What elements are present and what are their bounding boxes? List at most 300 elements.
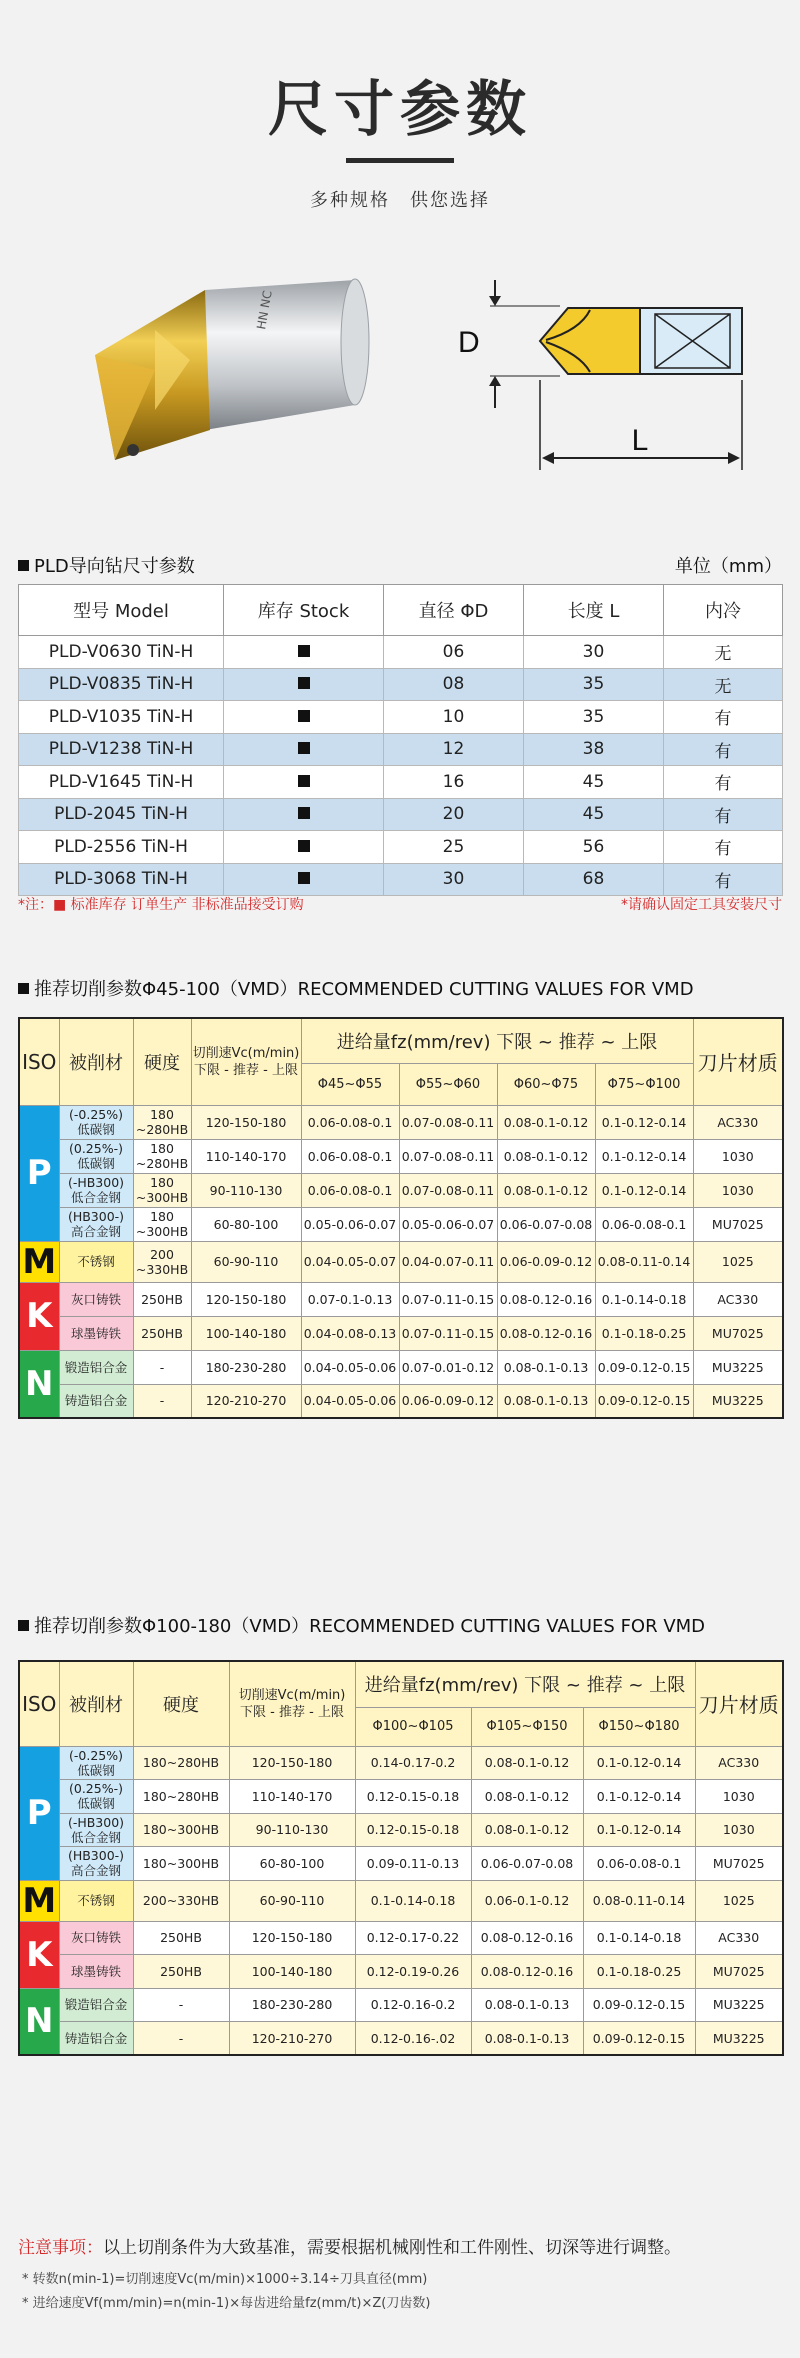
feed-cell: 0.09-0.11-0.13	[355, 1847, 471, 1881]
square-bullet-icon	[18, 983, 29, 994]
length-cell: 45	[524, 766, 664, 799]
material-cell	[59, 1241, 133, 1282]
h-range-1: Φ45~Φ55	[301, 1063, 399, 1105]
feed-cell: 0.12-0.16-.02	[355, 2022, 471, 2056]
feed-cell: 0.08-0.1-0.12	[497, 1139, 595, 1173]
table-row	[19, 798, 783, 831]
diameter-cell: 20	[384, 798, 524, 831]
cooling-cell: 有	[664, 701, 783, 734]
feed-cell: 0.1-0.12-0.14	[595, 1105, 693, 1139]
stock-cell	[224, 863, 384, 896]
blade-cell: MU7025	[693, 1207, 783, 1241]
feed-cell: 0.1-0.14-0.18	[355, 1880, 471, 1921]
material-cell	[59, 1384, 133, 1418]
material-line1: 不锈钢	[77, 1254, 115, 1269]
hardness-line2: ~330HB	[135, 1261, 189, 1277]
blade-cell: MU7025	[695, 1955, 783, 1989]
cutting1-section-title: 推荐切削参数Φ45-100（VMD）RECOMMENDED CUTTING VALUES FOR VMD	[18, 975, 694, 1001]
material-line2: 低合金钢	[70, 1190, 121, 1205]
speed-cell: 90-110-130	[191, 1173, 301, 1207]
diameter-cell: 12	[384, 733, 524, 766]
spec-table-header	[19, 585, 783, 636]
feed-cell: 0.08-0.11-0.14	[583, 1880, 695, 1921]
cutting2-section-title: 推荐切削参数Φ100-180（VMD）RECOMMENDED CUTTING VALUES FOR VMD	[18, 1612, 705, 1638]
material-line1: (HB300-)	[67, 1848, 125, 1864]
feed-cell: 0.08-0.1-0.13	[471, 1988, 583, 2022]
arrow-up-icon	[489, 376, 501, 386]
hardness-value: 180~280HB	[142, 1788, 220, 1804]
h-iso: ISO	[19, 1018, 59, 1105]
blade-cell: 1025	[693, 1241, 783, 1282]
feed-cell: 0.08-0.11-0.14	[595, 1241, 693, 1282]
table-row	[19, 1813, 783, 1847]
iso-group-M: M	[19, 1880, 59, 1921]
h-blade: 刀片材质	[695, 1661, 783, 1746]
blade-cell: MU3225	[693, 1350, 783, 1384]
model-cell: PLD-V0835 TiN-H	[19, 668, 224, 701]
stock-square-icon	[298, 775, 310, 787]
cooling-cell: 有	[664, 766, 783, 799]
speed-cell: 110-140-170	[229, 1780, 355, 1814]
spec-section-title: PLD导向钻尺寸参数	[18, 552, 195, 578]
material-line1: 铸造铝合金	[64, 2030, 128, 2046]
material-cell	[59, 1207, 133, 1241]
feed-cell: 0.08-0.1-0.13	[471, 2022, 583, 2056]
hardness-line1: 250HB	[141, 1325, 183, 1341]
hardness-line1: 180	[150, 1175, 174, 1190]
feed-cell: 0.06-0.08-0.1	[301, 1139, 399, 1173]
material-cell	[59, 1282, 133, 1316]
feed-cell: 0.1-0.12-0.14	[595, 1139, 693, 1173]
material-line1: 铸造铝合金	[64, 1393, 128, 1409]
feed-cell: 0.12-0.16-0.2	[355, 1988, 471, 2022]
table-row	[19, 2022, 783, 2056]
hardness-line1: 200	[150, 1246, 174, 1262]
stock-square-icon	[298, 840, 310, 852]
feed-cell: 0.06-0.08-0.1	[301, 1105, 399, 1139]
material-cell	[59, 1921, 133, 1955]
table-row	[19, 1847, 783, 1881]
stock-cell	[224, 701, 384, 734]
hardness-line1: 250HB	[141, 1291, 183, 1307]
stock-square-icon	[298, 645, 310, 657]
cooling-cell: 无	[664, 668, 783, 701]
table-row	[19, 1207, 783, 1241]
hardness-cell	[133, 1746, 229, 1780]
stock-cell	[224, 798, 384, 831]
feed-cell: 0.07-0.08-0.11	[399, 1173, 497, 1207]
hardness-value: 180~280HB	[142, 1755, 220, 1771]
blade-cell: MU3225	[695, 2022, 783, 2056]
col-model: 型号 Model	[19, 585, 224, 636]
hardness-cell	[133, 1105, 191, 1139]
speed-cell: 60-90-110	[191, 1241, 301, 1282]
h-material: 被削材	[59, 1661, 133, 1746]
speed-cell: 180-230-280	[229, 1988, 355, 2022]
feed-cell: 0.06-0.1-0.12	[471, 1880, 583, 1921]
table-row	[19, 1241, 783, 1282]
hardness-cell	[133, 1139, 191, 1173]
table-row	[19, 1173, 783, 1207]
length-cell: 35	[524, 701, 664, 734]
hardness-line1: 180	[150, 1141, 174, 1156]
blade-cell: 1030	[695, 1780, 783, 1814]
iso-group-M: M	[19, 1241, 59, 1282]
blade-cell: 1030	[693, 1173, 783, 1207]
feed-cell: 0.12-0.17-0.22	[355, 1921, 471, 1955]
feed-cell: 0.1-0.18-0.25	[583, 1955, 695, 1989]
caution-note: 注意事项：以上切削条件为大致基准，需要根据机械刚性和工件刚性、切深等进行调整。	[18, 2238, 681, 2258]
blade-cell: MU3225	[693, 1384, 783, 1418]
material-line1: 灰口铸铁	[70, 1930, 121, 1946]
table-row	[19, 1780, 783, 1814]
material-cell	[59, 1350, 133, 1384]
hardness-line2: ~300HB	[135, 1224, 189, 1239]
hardness-cell	[133, 1847, 229, 1881]
spec-note-left: *注：■ 标准库存 订单生产 非标准品接受订购	[18, 897, 304, 913]
material-cell	[59, 1955, 133, 1989]
cooling-cell: 有	[664, 831, 783, 864]
model-cell: PLD-V1238 TiN-H	[19, 733, 224, 766]
col-cooling: 内冷	[664, 585, 783, 636]
table-row	[19, 1746, 783, 1780]
iso-group-P: P	[19, 1746, 59, 1880]
hardness-cell	[133, 1207, 191, 1241]
hardness-cell	[133, 1988, 229, 2022]
material-cell	[59, 1780, 133, 1814]
model-cell: PLD-3068 TiN-H	[19, 863, 224, 896]
hardness-cell	[133, 1880, 229, 1921]
length-cell: 35	[524, 668, 664, 701]
speed-cell: 120-150-180	[191, 1105, 301, 1139]
length-cell: 68	[524, 863, 664, 896]
hardness-cell	[133, 1780, 229, 1814]
material-line1: (0.25%-)	[69, 1141, 123, 1156]
iso-group-K: K	[19, 1921, 59, 1988]
table-row	[19, 1921, 783, 1955]
material-line2: 低碳钢	[77, 1156, 115, 1171]
drill-engraving: HN NC	[254, 289, 275, 331]
feed-cell: 0.09-0.12-0.15	[583, 1988, 695, 2022]
table-row	[19, 1880, 783, 1921]
diameter-cell: 30	[384, 863, 524, 896]
stock-square-icon	[298, 677, 310, 689]
material-cell	[59, 1847, 133, 1881]
feed-cell: 0.08-0.12-0.16	[471, 1955, 583, 1989]
feed-cell: 0.04-0.07-0.11	[399, 1241, 497, 1282]
material-line2: 低合金钢	[70, 1829, 121, 1845]
table-row	[19, 1316, 783, 1350]
feed-cell: 0.08-0.1-0.12	[471, 1780, 583, 1814]
model-cell: PLD-2045 TiN-H	[19, 798, 224, 831]
iso-group-N: N	[19, 1988, 59, 2055]
table-row	[19, 1139, 783, 1173]
feed-cell: 0.05-0.06-0.07	[399, 1207, 497, 1241]
speed-cell: 60-90-110	[229, 1880, 355, 1921]
feed-cell: 0.04-0.08-0.13	[301, 1316, 399, 1350]
hardness-cell	[133, 1282, 191, 1316]
feed-cell: 0.06-0.07-0.08	[471, 1847, 583, 1881]
blade-cell: 1030	[695, 1813, 783, 1847]
hardness-line1: -	[159, 1393, 165, 1409]
hardness-value: 250HB	[160, 1930, 202, 1946]
hardness-cell	[133, 2022, 229, 2056]
material-line1: 球墨铸铁	[70, 1963, 121, 1979]
hardness-line1: -	[159, 1359, 165, 1375]
material-cell	[59, 1988, 133, 2022]
h-hardness: 硬度	[133, 1018, 191, 1105]
hardness-cell	[133, 1241, 191, 1282]
model-cell: PLD-V1645 TiN-H	[19, 766, 224, 799]
square-bullet-icon	[18, 1620, 29, 1631]
length-cell: 56	[524, 831, 664, 864]
col-stock: 库存 Stock	[224, 585, 384, 636]
material-line1: (-0.25%)	[69, 1107, 123, 1122]
hardness-cell	[133, 1350, 191, 1384]
dimension-diagram	[440, 270, 760, 495]
arrow-down-icon	[489, 296, 501, 306]
hardness-value: -	[178, 2030, 184, 2046]
table-row	[19, 1350, 783, 1384]
blade-cell: AC330	[695, 1921, 783, 1955]
hardness-line2: ~280HB	[135, 1156, 189, 1171]
arrow-right-icon	[728, 452, 740, 464]
h-range-4: Φ75~Φ100	[595, 1063, 693, 1105]
hardness-line1: 180	[150, 1107, 174, 1122]
title-underline	[346, 158, 454, 163]
h-speed: 切削速Vc(m/min) 下限 - 推荐 - 上限	[229, 1661, 355, 1746]
speed-cell: 110-140-170	[191, 1139, 301, 1173]
speed-cell: 100-140-180	[229, 1955, 355, 1989]
unit-label: 单位（mm）	[674, 556, 782, 577]
blade-cell: AC330	[693, 1105, 783, 1139]
diameter-cell: 08	[384, 668, 524, 701]
model-cell: PLD-V1035 TiN-H	[19, 701, 224, 734]
spec-table	[18, 584, 783, 896]
arrow-left-icon	[542, 452, 554, 464]
feed-cell: 0.08-0.12-0.16	[497, 1316, 595, 1350]
feed-cell: 0.08-0.12-0.16	[497, 1282, 595, 1316]
material-line1: 不锈钢	[77, 1893, 115, 1908]
material-line1: 灰口铸铁	[70, 1291, 121, 1307]
speed-cell: 120-210-270	[191, 1384, 301, 1418]
blade-cell: MU7025	[695, 1847, 783, 1881]
h-material: 被削材	[59, 1018, 133, 1105]
stock-square-icon	[298, 807, 310, 819]
speed-cell: 120-210-270	[229, 2022, 355, 2056]
material-line1: 锻造铝合金	[64, 1359, 128, 1375]
blade-cell: MU7025	[693, 1316, 783, 1350]
model-cell: PLD-V0630 TiN-H	[19, 636, 224, 669]
hardness-line1: 180	[150, 1209, 174, 1224]
feed-cell: 0.09-0.12-0.15	[583, 2022, 695, 2056]
hero-section	[0, 0, 800, 545]
diameter-cell: 06	[384, 636, 524, 669]
feed-cell: 0.04-0.05-0.06	[301, 1384, 399, 1418]
stock-cell	[224, 636, 384, 669]
label-l: L	[631, 424, 649, 457]
iso-group-N: N	[19, 1350, 59, 1418]
hardness-cell	[133, 1921, 229, 1955]
table-row	[19, 766, 783, 799]
blade-cell: 1030	[693, 1139, 783, 1173]
feed-cell: 0.1-0.12-0.14	[583, 1780, 695, 1814]
feed-cell: 0.1-0.12-0.14	[583, 1813, 695, 1847]
h-iso: ISO	[19, 1661, 59, 1746]
table-row	[19, 1988, 783, 2022]
material-cell	[59, 1173, 133, 1207]
speed-cell: 120-150-180	[229, 1746, 355, 1780]
coolant-hole-icon	[127, 444, 139, 456]
material-cell	[59, 1105, 133, 1139]
col-diameter: 直径 ΦD	[384, 585, 524, 636]
material-line1: (-HB300)	[67, 1175, 125, 1190]
hardness-cell	[133, 1813, 229, 1847]
cutting-table-1	[18, 1017, 784, 1419]
speed-cell: 120-150-180	[191, 1282, 301, 1316]
feed-cell: 0.06-0.09-0.12	[497, 1241, 595, 1282]
hardness-cell	[133, 1384, 191, 1418]
h-blade: 刀片材质	[693, 1018, 783, 1105]
feed-cell: 0.07-0.11-0.15	[399, 1282, 497, 1316]
table-row	[19, 1282, 783, 1316]
feed-cell: 0.08-0.1-0.13	[497, 1350, 595, 1384]
speed-cell: 90-110-130	[229, 1813, 355, 1847]
material-line2: 低碳钢	[77, 1762, 115, 1778]
page-title: 尺寸参数	[268, 75, 532, 145]
material-cell	[59, 1746, 133, 1780]
hardness-line2: ~300HB	[135, 1190, 189, 1205]
speed-cell: 100-140-180	[191, 1316, 301, 1350]
col-length: 长度 L	[524, 585, 664, 636]
blade-cell: MU3225	[695, 1988, 783, 2022]
h-speed: 切削速Vc(m/min) 下限 - 推荐 - 上限	[191, 1018, 301, 1105]
material-line1: (0.25%-)	[69, 1781, 123, 1797]
material-line1: (-HB300)	[67, 1814, 125, 1830]
hardness-value: 180~300HB	[142, 1822, 220, 1838]
feed-cell: 0.06-0.08-0.1	[583, 1847, 695, 1881]
length-cell: 38	[524, 733, 664, 766]
hardness-value: -	[178, 1997, 184, 2013]
material-line1: 锻造铝合金	[64, 1997, 128, 2013]
drill-product-image	[55, 260, 375, 500]
material-line2: 高合金钢	[70, 1224, 121, 1239]
cutting-table-2	[18, 1660, 784, 2056]
cooling-cell: 无	[664, 636, 783, 669]
speed-cell: 120-150-180	[229, 1921, 355, 1955]
spec-note-right: *请确认固定工具安装尺寸	[621, 897, 782, 913]
material-cell	[59, 1316, 133, 1350]
hardness-value: 180~300HB	[142, 1855, 220, 1871]
feed-cell: 0.09-0.12-0.15	[595, 1350, 693, 1384]
diameter-cell: 10	[384, 701, 524, 734]
feed-cell: 0.1-0.14-0.18	[583, 1921, 695, 1955]
label-d: D	[458, 326, 480, 359]
table-row	[19, 1955, 783, 1989]
blade-cell: AC330	[695, 1746, 783, 1780]
table-row	[19, 701, 783, 734]
length-cell: 45	[524, 798, 664, 831]
cooling-cell: 有	[664, 798, 783, 831]
material-line1: (-0.25%)	[69, 1747, 123, 1763]
material-cell	[59, 2022, 133, 2056]
stock-cell	[224, 831, 384, 864]
hardness-line2: ~280HB	[135, 1122, 189, 1137]
h-range-3: Φ60~Φ75	[497, 1063, 595, 1105]
table-row	[19, 831, 783, 864]
feed-cell: 0.08-0.1-0.12	[471, 1746, 583, 1780]
feed-cell: 0.06-0.09-0.12	[399, 1384, 497, 1418]
material-line1: 球墨铸铁	[70, 1325, 121, 1341]
drill-shank-end	[341, 279, 369, 405]
material-cell	[59, 1139, 133, 1173]
speed-cell: 180-230-280	[191, 1350, 301, 1384]
stock-square-icon	[298, 742, 310, 754]
blade-cell: AC330	[693, 1282, 783, 1316]
feed-cell: 0.12-0.15-0.18	[355, 1813, 471, 1847]
iso-group-K: K	[19, 1282, 59, 1350]
length-cell: 30	[524, 636, 664, 669]
h-range-2: Φ105~Φ150	[471, 1707, 583, 1746]
feed-cell: 0.12-0.15-0.18	[355, 1780, 471, 1814]
feed-cell: 0.08-0.1-0.12	[497, 1105, 595, 1139]
material-cell	[59, 1813, 133, 1847]
feed-cell: 0.12-0.19-0.26	[355, 1955, 471, 1989]
feed-cell: 0.08-0.1-0.12	[497, 1173, 595, 1207]
h-hardness: 硬度	[133, 1661, 229, 1746]
feed-cell: 0.08-0.12-0.16	[471, 1921, 583, 1955]
square-bullet-icon	[18, 560, 29, 571]
h-range-2: Φ55~Φ60	[399, 1063, 497, 1105]
stock-square-icon	[298, 710, 310, 722]
drill-shank	[205, 280, 364, 430]
table-row	[19, 1105, 783, 1139]
diagram-drill-head	[540, 308, 640, 374]
feed-cell: 0.1-0.12-0.14	[595, 1173, 693, 1207]
feed-cell: 0.06-0.08-0.1	[301, 1173, 399, 1207]
material-line1: (HB300-)	[67, 1209, 125, 1224]
feed-cell: 0.14-0.17-0.2	[355, 1746, 471, 1780]
table-row	[19, 668, 783, 701]
formula-rpm: * 转数n(min-1)=切削速度Vc(m/min)×1000÷3.14÷刀具直径(mm)	[22, 2272, 428, 2287]
speed-cell: 60-80-100	[191, 1207, 301, 1241]
material-cell	[59, 1880, 133, 1921]
h-range-3: Φ150~Φ180	[583, 1707, 695, 1746]
feed-cell: 0.08-0.1-0.13	[497, 1384, 595, 1418]
feed-cell: 0.08-0.1-0.12	[471, 1813, 583, 1847]
h-feed: 进给量fz(mm/rev) 下限 ~ 推荐 ~ 上限	[301, 1018, 693, 1063]
feed-cell: 0.09-0.12-0.15	[595, 1384, 693, 1418]
stock-cell	[224, 766, 384, 799]
feed-cell: 0.04-0.05-0.07	[301, 1241, 399, 1282]
h-feed: 进给量fz(mm/rev) 下限 ~ 推荐 ~ 上限	[355, 1661, 695, 1707]
hardness-value: 250HB	[160, 1963, 202, 1979]
stock-square-icon	[298, 872, 310, 884]
table-row	[19, 733, 783, 766]
formula-feed: * 进给速度Vf(mm/min)=n(min-1)×每齿进给量fz(mm/t)×Z(刀齿数)	[22, 2296, 431, 2311]
diameter-cell: 25	[384, 831, 524, 864]
page-subtitle: 多种规格 供您选择	[310, 190, 490, 211]
feed-cell: 0.06-0.08-0.1	[595, 1207, 693, 1241]
table-row	[19, 863, 783, 896]
table-row	[19, 1384, 783, 1418]
h-range-1: Φ100~Φ105	[355, 1707, 471, 1746]
stock-cell	[224, 668, 384, 701]
feed-cell: 0.07-0.01-0.12	[399, 1350, 497, 1384]
material-line2: 高合金钢	[70, 1863, 121, 1879]
feed-cell: 0.06-0.07-0.08	[497, 1207, 595, 1241]
feed-cell: 0.1-0.14-0.18	[595, 1282, 693, 1316]
